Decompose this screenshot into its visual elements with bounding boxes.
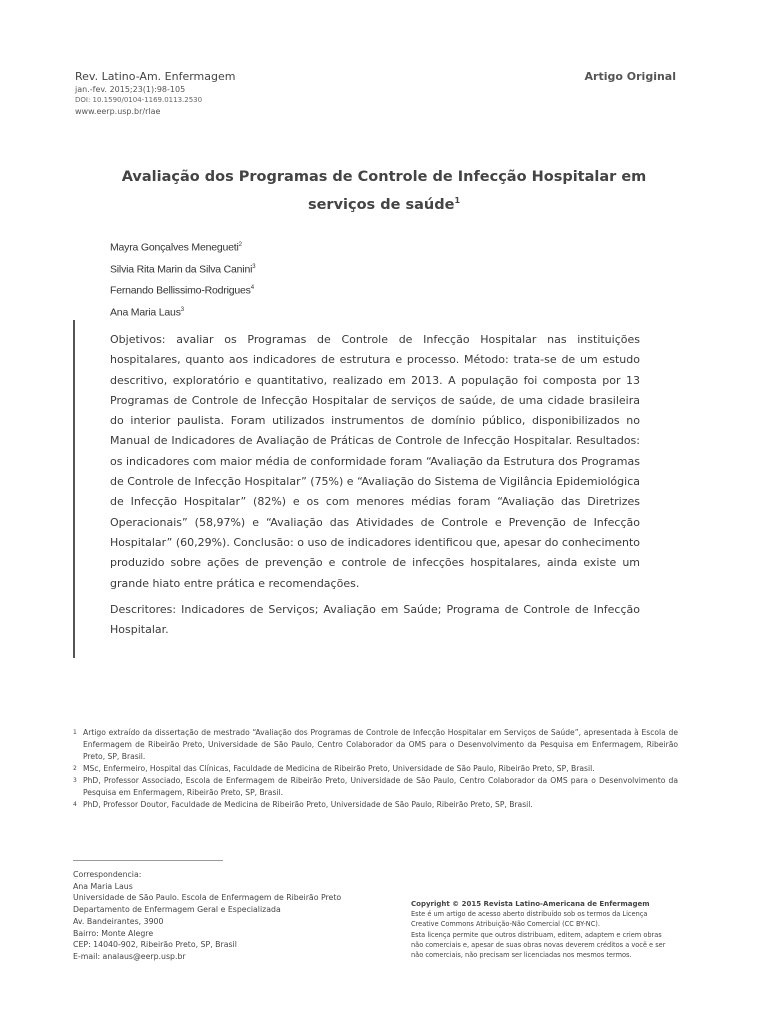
correspondence-line: CEP: 14040-902, Ribeirão Preto, SP, Brasil	[73, 940, 237, 950]
descriptors: Descritores: Indicadores de Serviços; Avaliação em Saúde; Programa de Controle de Infecção Hospitalar.	[110, 602, 640, 637]
author-list	[110, 236, 255, 322]
correspondence	[73, 869, 341, 963]
title-footnote-mark: 1	[454, 196, 461, 205]
footnote: 4 PhD, Professor Doutor, Faculdade de Medicina de Ribeirão Preto, Universidade de São Paulo, Ribeirão Preto, SP, Brasil.	[73, 800, 533, 809]
footnote: 2 MSc, Enfermeiro, Hospital das Clínicas, Faculdade de Medicina de Ribeirão Preto, Universidade de São Paulo, Ribeirão Preto, SP, Brasil.	[73, 764, 595, 773]
license-line: não comerciais e, apesar de suas obras novas deverem créditos a você e ser	[411, 940, 666, 949]
title-line-1: Avaliação dos Programas de Controle de Infecção Hospitalar em	[121, 169, 647, 185]
journal-url[interactable]: www.eerp.usp.br/rlae	[75, 107, 161, 116]
abstract-text: Objetivos: avaliar os Programas de Controle de Infecção Hospitalar nas instituições hospitalares, quanto aos indicadores de estrutura e processo. Método: trata-se de um estudo descritivo, exploratório e quantitativo, realizado em 2013. A população foi composta por 13 Programas de Controle de Infecção Hospitalar de serviços de saúde, de uma cidade brasileira do interior paulista. Foram utilizados instrumentos de domínio público, disponibilizados no Manual de Indicadores de Avaliação de Práticas de Controle de Infecção Hospitalar. Resultados: os indicadores com maior média de conformidade foram “Avaliação da Estrutura dos Programas de Controle de Infecção Hospitalar” (75%) e “Avaliação do Sistema de Vigilância Epidemiológica de Infecção Hospitalar” (82%) e os com menores médias foram “Avaliação das Diretrizes Operacionais” (58,97%) e “Avaliação das Atividades de Controle e Prevenção de Infecção Hospitalar” (60,29%). Conclusão: o uso de indicadores identificou que, apesar do conhecimento produzido sobre ações de prevenção e controle de infecções hospitalares, ainda existe um grande hiato entre prática e recomendações.	[110, 333, 640, 590]
abstract	[110, 330, 640, 640]
correspondence-line: Departamento de Enfermagem Geral e Especializada	[73, 905, 281, 915]
author: Fernando Bellissimo-Rodrigues$^4$	[110, 284, 254, 297]
issue-info: jan.-fev. 2015;23(1):98-105	[75, 85, 186, 94]
correspondence-line: Bairro: Monte Alegre	[73, 928, 154, 938]
journal-name: Rev. Latino-Am. Enfermagem	[75, 70, 236, 83]
correspondence-line: Ana Maria Laus	[73, 881, 133, 891]
correspondence-line: Correspondencia:	[73, 870, 142, 879]
footnote: 1 Artigo extraído da dissertação de mestrado “Avaliação dos Programas de Controle de Infecção Hospitalar em Serviços de Saúde”, apresentada à Escola de Enfermagem de Ribeirão Preto, Universidade de São Paulo, Centro Colaborador da OMS para o Desenvolvimento da Pesquisa em Enfermagem, Ribeirão Preto, SP, Brasil.	[73, 728, 678, 761]
copyright-title: Copyright © 2015 Revista Latino-Americana de Enfermagem	[411, 900, 650, 908]
footnote: 3 PhD, Professor Associado, Escola de Enfermagem de Ribeirão Preto, Universidade de São Paulo, Centro Colaborador da OMS para o Desenvolvimento da Pesquisa em Enfermagem, Ribeirão Preto, SP, Brasil.	[73, 776, 678, 797]
license-line: Creative Commons Atribuição-Não Comercial (CC BY-NC).	[411, 920, 600, 929]
journal-info	[75, 70, 235, 117]
title-line-2: serviços de saúde	[307, 196, 455, 213]
author: Ana Maria Laus$^3$	[110, 306, 184, 318]
footnotes	[73, 727, 678, 811]
doi: DOI: 10.1590/0104-1169.0113.2530	[75, 96, 203, 104]
author: Silvia Rita Marin da Silva Canini$^3$	[110, 263, 256, 275]
correspondence-divider	[73, 860, 223, 861]
abstract-side-rule	[73, 320, 75, 658]
license-notice	[411, 899, 681, 960]
license-line: não comerciais, não precisam ser licenciadas nos mesmos termos.	[411, 951, 632, 960]
correspondence-email[interactable]: E-mail: analaus@eerp.usp.br	[73, 951, 186, 961]
license-line: Este é um artigo de acesso aberto distribuído sob os termos da Licença	[411, 910, 648, 919]
article-title	[80, 166, 688, 217]
author: Mayra Gonçalves Menegueti$^2$	[110, 241, 242, 254]
license-line: Esta licença permite que outros distribuam, editem, adaptem e criem obras	[411, 930, 662, 939]
article-type: Artigo Original	[584, 70, 676, 83]
correspondence-line: Av. Bandeirantes, 3900	[73, 916, 164, 926]
correspondence-line: Universidade de São Paulo. Escola de Enfermagem de Ribeirão Preto	[73, 893, 342, 903]
